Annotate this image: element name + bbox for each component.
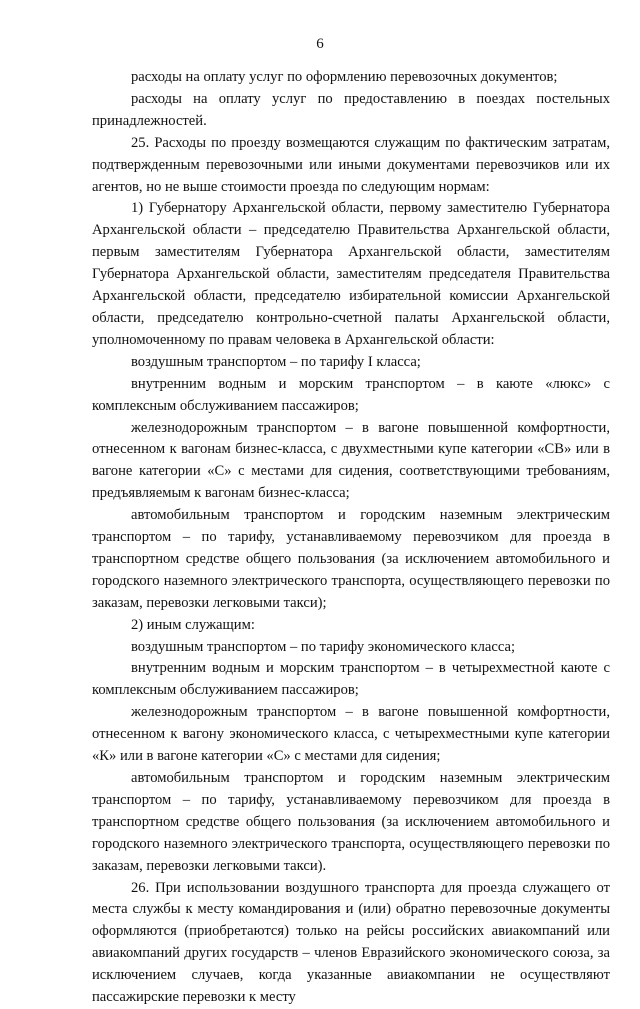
paragraph: 2) иным служащим: <box>131 616 255 633</box>
paragraph: 26. При использовании воздушного транспорта для проезда служащего от места службы к месту командирования и (или) обратно перевозочные документы оформляются (приобретаются) только на рейсы российских авиакомпаний или авиакомпаний других государств – членов Евразийского экономического союза, за исключением случаев, когда указанные авиакомпании не осуществляют пассажирские перевозки к месту <box>92 879 610 1006</box>
paragraph: железнодорожным транспортом – в вагоне повышенной комфортности, отнесенном к вагонам бизнес-класса, с двухместными купе категории «СВ» или в вагоне категории «С» с местами для сидения, соответствующими требованиям, предъявляемым к вагонам бизнес-класса; <box>92 419 610 502</box>
paragraph: внутренним водным и морским транспортом – в каюте «люкс» с комплексным обслуживанием пассажиров; <box>92 375 610 414</box>
paragraph: 25. Расходы по проезду возмещаются служащим по фактическим затратам, подтвержденным перевозочными или иными документами перевозчиков или их агентов, но не выше стоимости проезда по следующим нормам: <box>92 134 610 195</box>
paragraph: воздушным транспортом – по тарифу экономического класса; <box>131 638 516 655</box>
paragraph: расходы на оплату услуг по предоставлению в поездах постельных принадлежностей. <box>92 90 610 129</box>
paragraph: 1) Губернатору Архангельской области, первому заместителю Губернатора Архангельской области – председателю Правительства Архангельской области, первым заместителям Губернатора Архангельской области, заместителям Губернатора Архангельской области, заместителям председателя Правительства Архангельской области, председателю избирательной комиссии Архангельской области, председателю контрольно-счетной палаты Архангельской области, уполномоченному по правам человека в Архангельской области: <box>92 200 610 348</box>
paragraph: автомобильным транспортом и городским наземным электрическим транспортом – по тарифу, устанавливаемому перевозчиком для проезда в транспортном средстве общего пользования (за исключением автомобильного и городского наземного электрического транспорта, осуществляющего перевозки по заказам, перевозки легковыми такси). <box>92 770 610 874</box>
paragraph: автомобильным транспортом и городским наземным электрическим транспортом – по тарифу, устанавливаемому перевозчиком для проезда в транспортном средстве общего пользования (за исключением автомобильного и городского наземного электрического транспорта, осуществляющего перевозки по заказам, перевозки легковыми такси); <box>92 507 610 611</box>
paragraph: расходы на оплату услуг по оформлению перевозочных документов; <box>131 69 558 85</box>
paragraph: воздушным транспортом – по тарифу I класса; <box>131 353 421 370</box>
document-body <box>92 67 610 1009</box>
page-number: 6 <box>316 36 324 52</box>
paragraph: внутренним водным и морским транспортом – в четырехместной каюте с комплексным обслуживанием пассажиров; <box>92 660 610 699</box>
paragraph: железнодорожным транспортом – в вагоне повышенной комфортности, отнесенном к вагону экономического класса, с четырехместными купе категории «К» или в вагоне категории «С» с местами для сидения; <box>92 704 610 765</box>
